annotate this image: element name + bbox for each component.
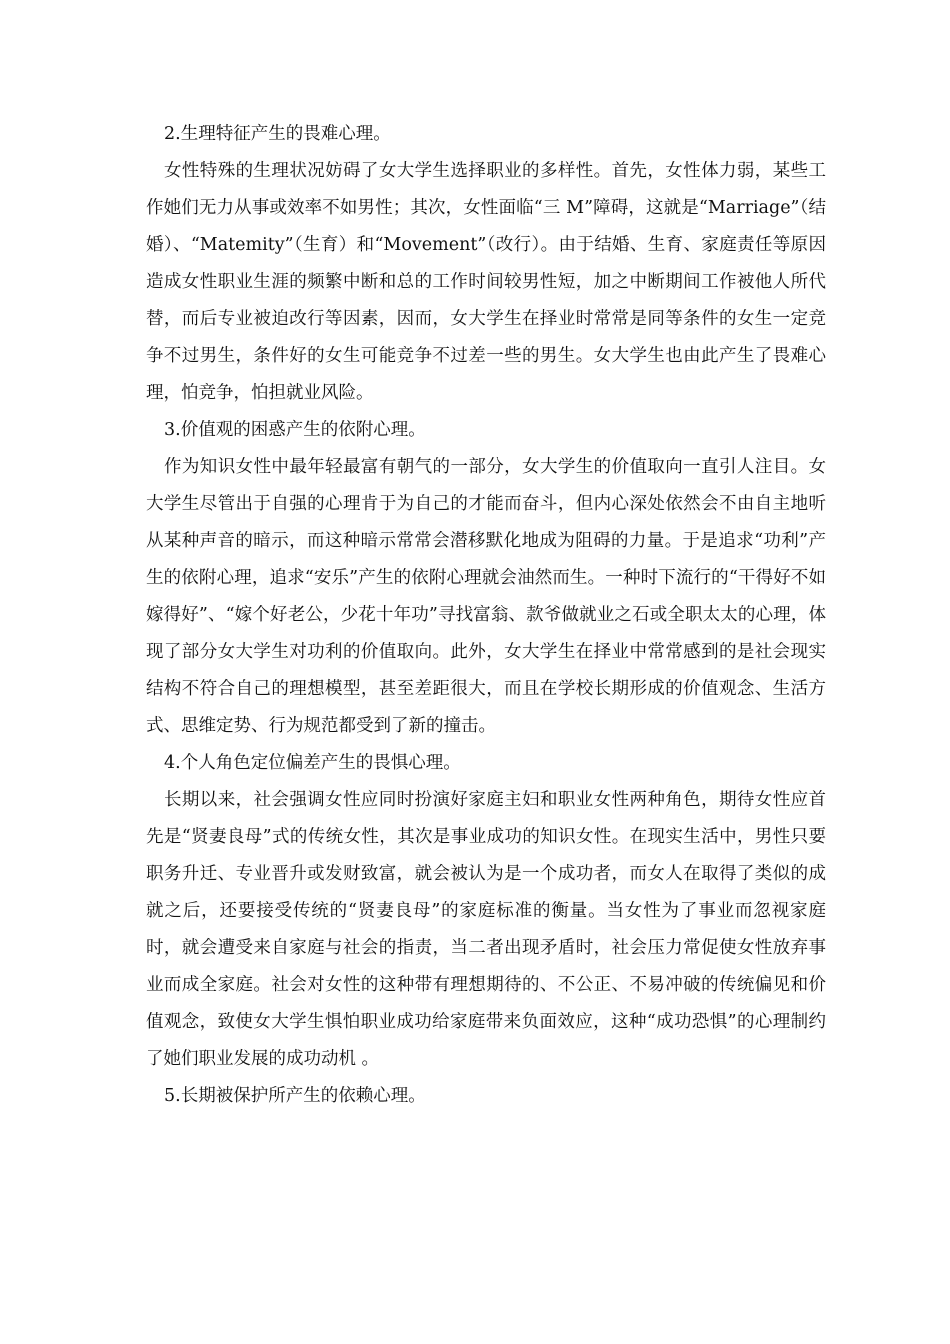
document-body [146, 116, 826, 1115]
paragraph-role: 长期以来，社会强调女性应同时扮演好家庭主妇和职业女性两种角色，期待女性应首先是“贤妻良母”式的传统女性，其次是事业成功的知识女性。在现实生活中，男性只要职务升迁、专业晋升或发财致富，就会被认为是一个成功者，而女人在取得了类似的成就之后，还要接受传统的“贤妻良母”的家庭标准的衡量。当女性为了事业而忽视家庭时，就会遭受来自家庭与社会的指责，当二者出现矛盾时，社会压力常促使女性放弃事业而成全家庭。社会对女性的这种带有理想期待的、不公正、不易冲破的传统偏见和价值观念，致使女大学生惧怕职业成功给家庭带来负面效应，这种“成功恐惧”的心理制约了她们职业发展的成功动机 。 [146, 790, 826, 1069]
paragraph-values: 作为知识女性中最年轻最富有朝气的一部分，女大学生的价值取向一直引人注目。女大学生尽管出于自强的心理肯于为自己的才能而奋斗，但内心深处依然会不由自主地听从某种声音的暗示，而这种暗示常常会潜移默化地成为阻碍的力量。于是追求“功利”产生的依附心理，追求“安乐”产生的依附心理就会油然而生。一种时下流行的“干得好不如嫁得好”、“嫁个好老公，少花十年功”寻找富翁、款爷做就业之石或全职太太的心理，体现了部分女大学生对功利的价值取向。此外，女大学生在择业中常常感到的是社会现实结构不符合自己的理想模型，甚至差距很大，而且在学校长期形成的价值观念、生活方式、思维定势、行为规范都受到了新的撞击。 [146, 457, 826, 736]
section-heading-5: 5.长期被保护所产生的依赖心理。 [164, 1086, 426, 1106]
paragraph-physiology: 女性特殊的生理状况妨碍了女大学生选择职业的多样性。首先，女性体力弱，某些工作她们无力从事或效率不如男性；其次，女性面临“三 M”障碍，这就是“Marriage”（结婚）、“Matemity”（生育）和“Movement”（改行）。由于结婚、生育、家庭责任等原因造成女性职业生涯的频繁中断和总的工作时间较男性短，加之中断期间工作被他人所代替，而后专业被迫改行等因素，因而，女大学生在择业时常常是同等条件的女生一定竞争不过男生，条件好的女生可能竞争不过差一些的男生。女大学生也由此产生了畏难心理，怕竞争，怕担就业风险。 [146, 161, 826, 403]
section-heading-2: 2.生理特征产生的畏难心理。 [164, 124, 391, 144]
section-heading-3: 3.价值观的困惑产生的依附心理。 [164, 420, 426, 440]
section-heading-4: 4.个人角色定位偏差产生的畏惧心理。 [164, 753, 461, 773]
